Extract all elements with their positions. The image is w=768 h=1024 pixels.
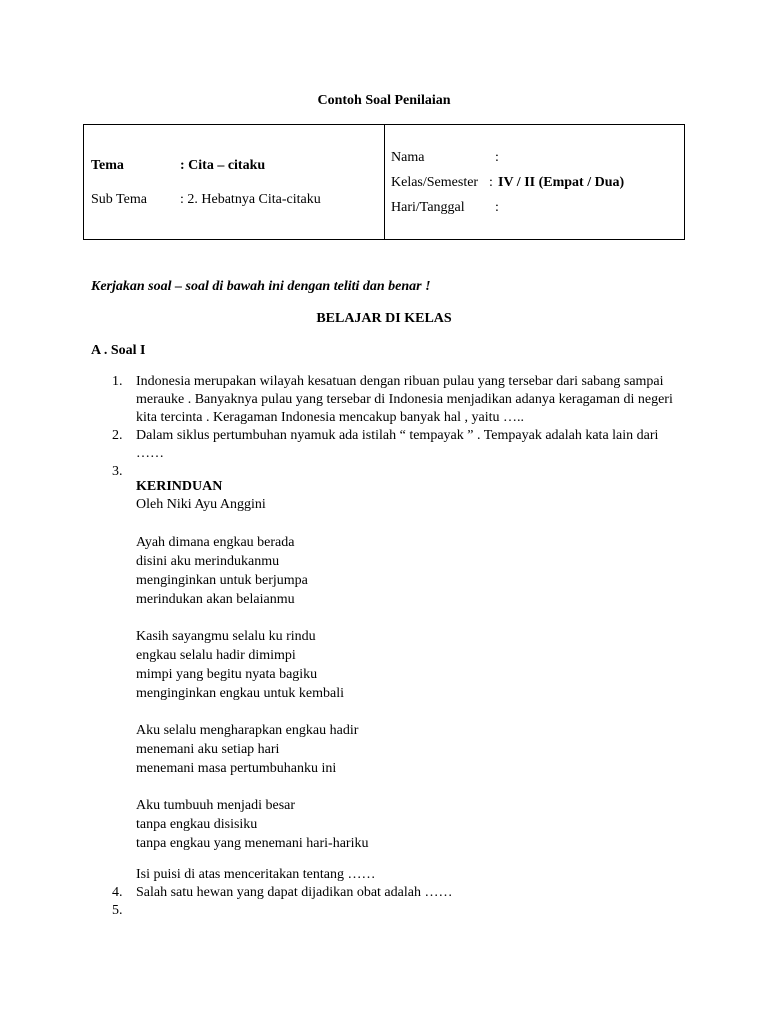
- poem-line: Aku selalu mengharapkan engkau hadir: [136, 723, 359, 738]
- poem-line: Aku tumbuuh menjadi besar: [136, 798, 296, 813]
- q3-question: Isi puisi di atas menceritakan tentang ……: [136, 867, 376, 882]
- poem-title: KERINDUAN: [136, 479, 223, 494]
- poem-line: mimpi yang begitu nyata bagiku: [136, 667, 318, 682]
- q1-number: 1.: [112, 374, 123, 389]
- header-table-divider: [384, 124, 385, 240]
- poem-author: Oleh Niki Ayu Anggini: [136, 497, 266, 512]
- poem-line: menemani aku setiap hari: [136, 742, 280, 757]
- q4-number: 4.: [112, 885, 123, 900]
- page-title: Contoh Soal Penilaian: [317, 93, 451, 108]
- poem-line: menginginkan untuk berjumpa: [136, 573, 308, 588]
- q5-number: 5.: [112, 903, 123, 918]
- kelas-value: IV / II (Empat / Dua): [498, 175, 625, 190]
- q2-number: 2.: [112, 428, 123, 443]
- poem-line: menemani masa pertumbuhanku ini: [136, 761, 337, 776]
- q3-number: 3.: [112, 464, 123, 479]
- soal-heading: A . Soal I: [91, 343, 146, 358]
- poem-line: Kasih sayangmu selalu ku rindu: [136, 629, 316, 644]
- poem-line: disini aku merindukanmu: [136, 554, 280, 569]
- q1-line: kita tercinta . Keragaman Indonesia mencakup banyak hal , yaitu …..: [136, 410, 524, 425]
- subtema-label: Sub Tema: [91, 192, 147, 207]
- poem-line: engkau selalu hadir dimimpi: [136, 648, 296, 663]
- q1-line: merauke . Banyaknya pulau yang tersebar di Indonesia menjadikan adanya keragaman di negeri: [136, 392, 673, 407]
- q2-line: ……: [136, 446, 164, 461]
- subtema-value: : 2. Hebatnya Cita-citaku: [180, 192, 321, 207]
- poem-line: tanpa engkau disisiku: [136, 817, 258, 832]
- poem-line: menginginkan engkau untuk kembali: [136, 686, 345, 701]
- nama-label: Nama: [391, 150, 425, 165]
- poem-line: tanpa engkau yang menemani hari-hariku: [136, 836, 369, 851]
- tema-value: : Cita – citaku: [180, 158, 266, 173]
- poem-line: merindukan akan belaianmu: [136, 592, 295, 607]
- q2-line: Dalam siklus pertumbuhan nyamuk ada istilah “ tempayak ” . Tempayak adalah kata lain dari: [136, 428, 659, 443]
- q1-line: Indonesia merupakan wilayah kesatuan dengan ribuan pulau yang tersebar dari sabang sampai: [136, 374, 664, 389]
- q4-text: Salah satu hewan yang dapat dijadikan obat adalah ……: [136, 885, 453, 900]
- kelas-label: Kelas/Semester: [391, 175, 479, 190]
- kelas-colon: :: [489, 175, 493, 190]
- instruction: Kerjakan soal – soal di bawah ini dengan teliti dan benar !: [91, 279, 431, 294]
- section-title: BELAJAR DI KELAS: [316, 311, 452, 326]
- poem-line: Ayah dimana engkau berada: [136, 535, 295, 550]
- tema-label: Tema: [91, 158, 124, 173]
- nama-value: :: [495, 150, 499, 165]
- hari-label: Hari/Tanggal: [391, 200, 465, 215]
- hari-value: :: [495, 200, 499, 215]
